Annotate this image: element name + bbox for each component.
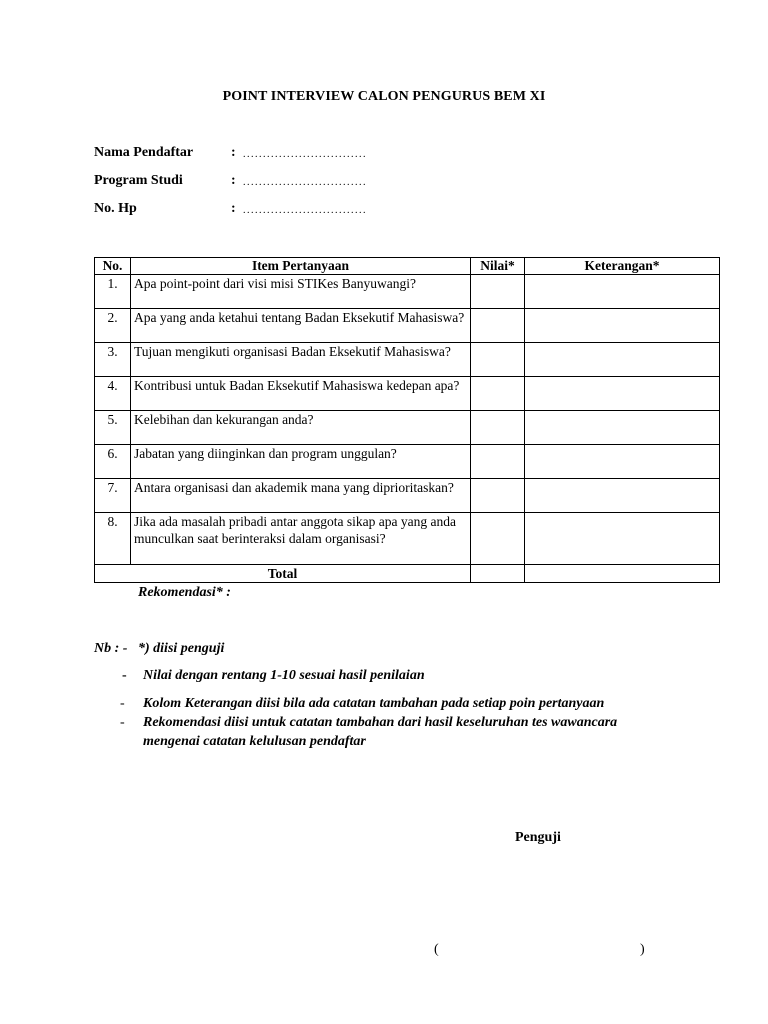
row-keterangan-cell	[525, 377, 720, 411]
field-label-nama: Nama Pendaftar	[94, 145, 194, 160]
total-keterangan-cell	[525, 565, 720, 583]
document-title: POINT INTERVIEW CALON PENGURUS BEM XI	[222, 89, 546, 104]
row-number: 1.	[95, 275, 131, 309]
row-nilai-cell	[471, 513, 525, 565]
row-number: 8.	[95, 513, 131, 565]
table-row	[95, 377, 720, 411]
total-nilai-cell	[471, 565, 525, 583]
table-row	[95, 275, 720, 309]
note-text-continuation: mengenai catatan kelulusan pendaftar	[143, 734, 366, 749]
row-number: 5.	[95, 411, 131, 445]
notes-first-line: *) diisi penguji	[138, 641, 225, 656]
field-colon-program-studi: :	[231, 173, 236, 188]
row-keterangan-cell	[525, 275, 720, 309]
row-nilai-cell	[471, 377, 525, 411]
row-question: Apa point-point dari visi misi STIKes Banyuwangi?	[131, 275, 471, 309]
field-value-program-studi: ...............................	[243, 177, 367, 188]
note-bullet: -	[120, 715, 125, 730]
row-nilai-cell	[471, 343, 525, 377]
field-value-no-hp: ...............................	[243, 205, 367, 216]
signature-close-paren: )	[640, 942, 645, 957]
row-keterangan-cell	[525, 309, 720, 343]
header-no: No.	[95, 258, 131, 275]
row-number: 3.	[95, 343, 131, 377]
notes-prefix: Nb : -	[94, 641, 128, 656]
row-nilai-cell	[471, 479, 525, 513]
row-number: 7.	[95, 479, 131, 513]
row-nilai-cell	[471, 411, 525, 445]
header-nilai: Nilai*	[471, 258, 525, 275]
table-row	[95, 309, 720, 343]
table-row	[95, 479, 720, 513]
row-question: Jika ada masalah pribadi antar anggota sikap apa yang anda munculkan saat berinteraksi dalam organisasi?	[131, 513, 471, 565]
note-text: Rekomendasi diisi untuk catatan tambahan dari hasil keseluruhan tes wawancara	[143, 715, 618, 730]
table-row	[95, 411, 720, 445]
signature-open-paren: (	[434, 942, 439, 957]
row-keterangan-cell	[525, 343, 720, 377]
field-label-no-hp: No. Hp	[94, 201, 137, 216]
row-question: Tujuan mengikuti organisasi Badan Eksekutif Mahasiswa?	[131, 343, 471, 377]
row-question: Apa yang anda ketahui tentang Badan Eksekutif Mahasiswa?	[131, 309, 471, 343]
header-item: Item Pertanyaan	[131, 258, 471, 275]
note-text: Nilai dengan rentang 1-10 sesuai hasil penilaian	[143, 668, 425, 683]
row-nilai-cell	[471, 275, 525, 309]
field-colon-no-hp: :	[231, 201, 236, 216]
header-keterangan: Keterangan*	[525, 258, 720, 275]
row-question: Kontribusi untuk Badan Eksekutif Mahasiswa kedepan apa?	[131, 377, 471, 411]
row-question: Jabatan yang diinginkan dan program unggulan?	[131, 445, 471, 479]
field-value-nama: ...............................	[243, 149, 367, 160]
row-keterangan-cell	[525, 411, 720, 445]
note-text: Kolom Keterangan diisi bila ada catatan tambahan pada setiap poin pertanyaan	[143, 696, 605, 711]
row-nilai-cell	[471, 309, 525, 343]
total-label: Total	[95, 565, 471, 583]
row-number: 4.	[95, 377, 131, 411]
penguji-label: Penguji	[515, 830, 561, 845]
row-keterangan-cell	[525, 513, 720, 565]
row-number: 2.	[95, 309, 131, 343]
table-row	[95, 513, 720, 565]
row-nilai-cell	[471, 445, 525, 479]
row-question: Kelebihan dan kekurangan anda?	[131, 411, 471, 445]
interview-table	[94, 257, 720, 583]
total-row	[95, 565, 720, 583]
row-keterangan-cell	[525, 479, 720, 513]
rekomendasi-label: Rekomendasi* :	[138, 585, 231, 600]
table-header-row	[95, 258, 720, 275]
field-label-program-studi: Program Studi	[94, 173, 183, 188]
table-row	[95, 445, 720, 479]
field-colon-nama: :	[231, 145, 236, 160]
table-row	[95, 343, 720, 377]
row-number: 6.	[95, 445, 131, 479]
note-bullet: -	[122, 668, 127, 683]
row-keterangan-cell	[525, 445, 720, 479]
row-question: Antara organisasi dan akademik mana yang diprioritaskan?	[131, 479, 471, 513]
note-bullet: -	[120, 696, 125, 711]
